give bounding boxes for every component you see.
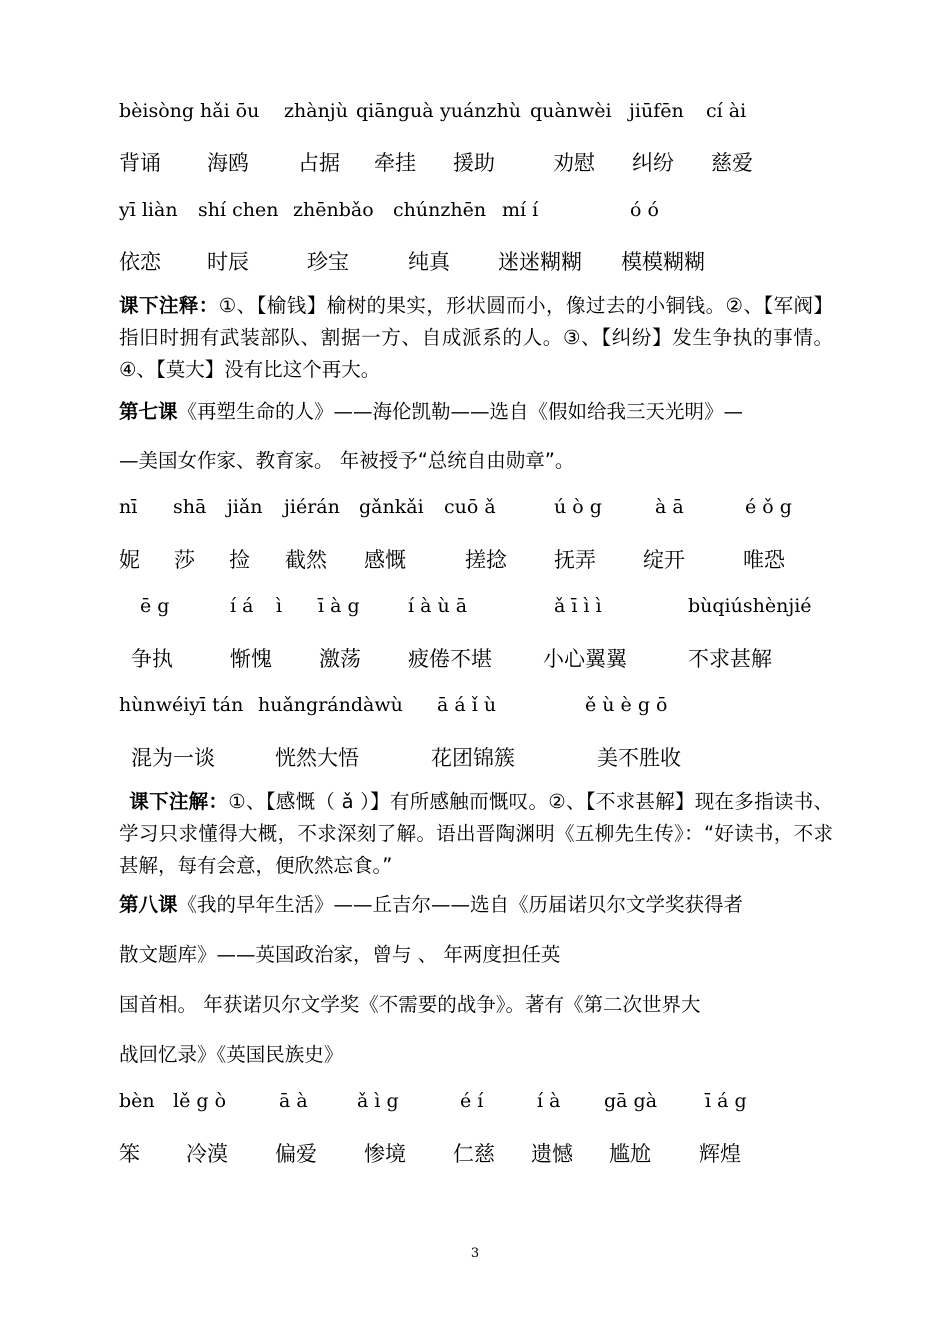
vocab-word: 激荡 xyxy=(319,647,361,671)
vocab-word: 疲倦不堪 xyxy=(408,647,492,671)
vocab-word: 纠纷 xyxy=(632,151,674,175)
pinyin-word: mí í xyxy=(502,199,539,221)
vocab-word: 冷漠 xyxy=(186,1142,228,1166)
vocab-word: 仁慈 xyxy=(453,1142,495,1166)
pinyin-word: ó ó xyxy=(630,199,659,221)
pinyin-word: ī á g xyxy=(705,1090,747,1112)
pinyin-word: bùqiúshènjié xyxy=(688,595,812,617)
vocab-word: 偏爱 xyxy=(275,1142,317,1166)
lesson-label: 第七课 xyxy=(119,400,178,423)
vocab-word: 时辰 xyxy=(207,250,249,274)
pinyin-word: ā á ǐ ù xyxy=(437,694,497,716)
vocab-word: 占据 xyxy=(298,151,340,175)
pinyin-word: í á xyxy=(230,595,254,617)
lesson-label: 第八课 xyxy=(119,893,178,916)
pinyin-word: jiǎn xyxy=(227,496,263,518)
vocab-word: 迷迷糊糊 xyxy=(498,250,582,274)
pinyin-word: gā gà xyxy=(604,1090,658,1112)
lesson-notes-2 xyxy=(119,786,833,882)
vocab-word: 捡 xyxy=(229,548,250,572)
notes-label: 课下注解： xyxy=(129,790,229,813)
pinyin-word: é í xyxy=(460,1090,484,1112)
lesson-7-heading xyxy=(119,396,833,424)
pinyin-word: í à ù ā xyxy=(408,595,468,617)
vocab-word: 美不胜收 xyxy=(597,746,681,770)
vocab-word: 海鸥 xyxy=(207,151,249,175)
vocab-word: 依恋 xyxy=(119,250,161,274)
vocab-word: 尴尬 xyxy=(609,1142,651,1166)
vocab-word: 援助 xyxy=(453,151,495,175)
word-row-6 xyxy=(0,1138,950,1168)
pinyin-row-5 xyxy=(0,694,950,724)
vocab-word: 抚弄 xyxy=(554,548,596,572)
pinyin-row-2 xyxy=(0,199,950,229)
pinyin-word: quànwèi xyxy=(530,100,612,122)
pinyin-row-3 xyxy=(0,496,950,526)
word-row-2 xyxy=(0,246,950,276)
pinyin-word: hùnwéiyī tán xyxy=(119,694,244,716)
lesson-8-info-2 xyxy=(119,989,833,1017)
lesson-info-text: 战回忆录》《英国民族史》 xyxy=(119,1043,344,1066)
pinyin-word: jiérán xyxy=(284,496,340,518)
pinyin-word: é ǒ g xyxy=(745,496,792,518)
vocab-word: 截然 xyxy=(285,548,327,572)
lesson-7-info xyxy=(119,445,833,473)
lesson-info-text: 国首相。 年获诺贝尔文学奖《不需要的战争》。著有《第二次世界大 xyxy=(119,993,701,1016)
pinyin-word: ì xyxy=(276,595,283,617)
vocab-word: 惭愧 xyxy=(230,647,272,671)
vocab-word: 笨 xyxy=(119,1142,140,1166)
pinyin-word: zhēnbǎo xyxy=(293,199,374,221)
word-row-4 xyxy=(0,643,950,673)
page-number: 3 xyxy=(470,1246,480,1261)
vocab-word: 惨境 xyxy=(364,1142,406,1166)
vocab-word: 搓捻 xyxy=(465,548,507,572)
vocab-word: 辉煌 xyxy=(699,1142,741,1166)
pinyin-word: chúnzhēn xyxy=(393,199,487,221)
vocab-word: 劝慰 xyxy=(553,151,595,175)
pinyin-word: ú ò g xyxy=(554,496,602,518)
vocab-word: 纯真 xyxy=(408,250,450,274)
vocab-word: 花团锦簇 xyxy=(431,746,515,770)
pinyin-word: huǎngrándàwù xyxy=(258,694,403,716)
vocab-word: 妮 xyxy=(119,548,140,572)
vocab-word: 感慨 xyxy=(364,548,406,572)
word-row-3 xyxy=(0,544,950,574)
pinyin-word: yuánzhù xyxy=(440,100,522,122)
pinyin-word: cuō ǎ xyxy=(444,496,496,518)
pinyin-row-1 xyxy=(0,100,950,130)
pinyin-row-6 xyxy=(0,1090,950,1120)
pinyin-word: ǎ ī ì ì xyxy=(554,595,602,617)
notes-text: ①、【榆钱】榆树的果实，形状圆而小，像过去的小铜钱。②、【军阀】指旧时拥有武装部队、割据一方、自成派系的人。③、【纠纷】发生争执的事情。④、【莫大】没有比这个再大。 xyxy=(119,294,833,381)
pinyin-word: í à xyxy=(537,1090,561,1112)
pinyin-word: cí ài xyxy=(706,100,747,122)
pinyin-word: shí chen xyxy=(198,199,279,221)
pinyin-word: nī xyxy=(119,496,138,518)
pinyin-word: lě g ò xyxy=(173,1090,227,1112)
lesson-notes-1 xyxy=(119,290,833,386)
vocab-word: 莎 xyxy=(174,548,195,572)
vocab-word: 绽开 xyxy=(643,548,685,572)
lesson-8-info-1 xyxy=(119,939,833,967)
vocab-word: 牵挂 xyxy=(374,151,416,175)
vocab-word: 背诵 xyxy=(119,151,161,175)
pinyin-word: ī à g xyxy=(318,595,360,617)
pinyin-word: yī liàn xyxy=(119,199,178,221)
vocab-word: 小心翼翼 xyxy=(543,647,627,671)
word-row-1 xyxy=(0,147,950,177)
vocab-word: 模模糊糊 xyxy=(621,250,705,274)
vocab-word: 唯恐 xyxy=(743,548,785,572)
pinyin-word: shā xyxy=(173,496,207,518)
lesson-8-heading xyxy=(119,889,833,917)
vocab-word: 争执 xyxy=(131,647,173,671)
pinyin-word: hǎi ōu xyxy=(200,100,260,122)
pinyin-word: jiūfēn xyxy=(629,100,684,122)
vocab-word: 珍宝 xyxy=(307,250,349,274)
vocab-word: 不求甚解 xyxy=(688,647,772,671)
vocab-word: 混为一谈 xyxy=(131,746,215,770)
pinyin-word: bèn xyxy=(119,1090,155,1112)
lesson-title-text: 《我的早年生活》——丘吉尔——选自《历届诺贝尔文学奖获得者 xyxy=(177,893,744,916)
pinyin-word: à ā xyxy=(655,496,684,518)
pinyin-word: zhànjù xyxy=(284,100,348,122)
pinyin-word: ā à xyxy=(279,1090,308,1112)
pinyin-word: gǎnkǎi xyxy=(359,496,424,518)
notes-label: 课下注释： xyxy=(119,294,219,317)
lesson-info-text: —美国女作家、教育家。 年被授予“总统自由勋章”。 xyxy=(119,449,575,472)
pinyin-word: qiānguà xyxy=(356,100,434,122)
notes-text: ①、【感慨（ ǎ ）】有所感触而慨叹。②、【不求甚解】现在多指读书、学习只求懂得大概，不求深刻了解。语出晋陶渊明《五柳先生传》：“好读书，不求甚解，每有会意，便欣然忘食。” xyxy=(119,790,833,877)
lesson-title-text: 《再塑生命的人》——海伦凯勒——选自《假如给我三天光明》— xyxy=(177,400,744,423)
pinyin-word: ē g xyxy=(140,595,170,617)
pinyin-word: bèisòng xyxy=(119,100,195,122)
pinyin-word: ǎ ì g xyxy=(357,1090,399,1112)
lesson-8-info-3 xyxy=(119,1039,833,1067)
pinyin-word: ě ù è g ō xyxy=(585,694,668,716)
lesson-info-text: 散文题库》——英国政治家，曾与 、 年两度担任英 xyxy=(119,943,561,966)
vocab-word: 恍然大悟 xyxy=(275,746,359,770)
vocab-word: 慈爱 xyxy=(711,151,753,175)
word-row-5 xyxy=(0,742,950,772)
vocab-word: 遗憾 xyxy=(531,1142,573,1166)
pinyin-row-4 xyxy=(0,595,950,625)
